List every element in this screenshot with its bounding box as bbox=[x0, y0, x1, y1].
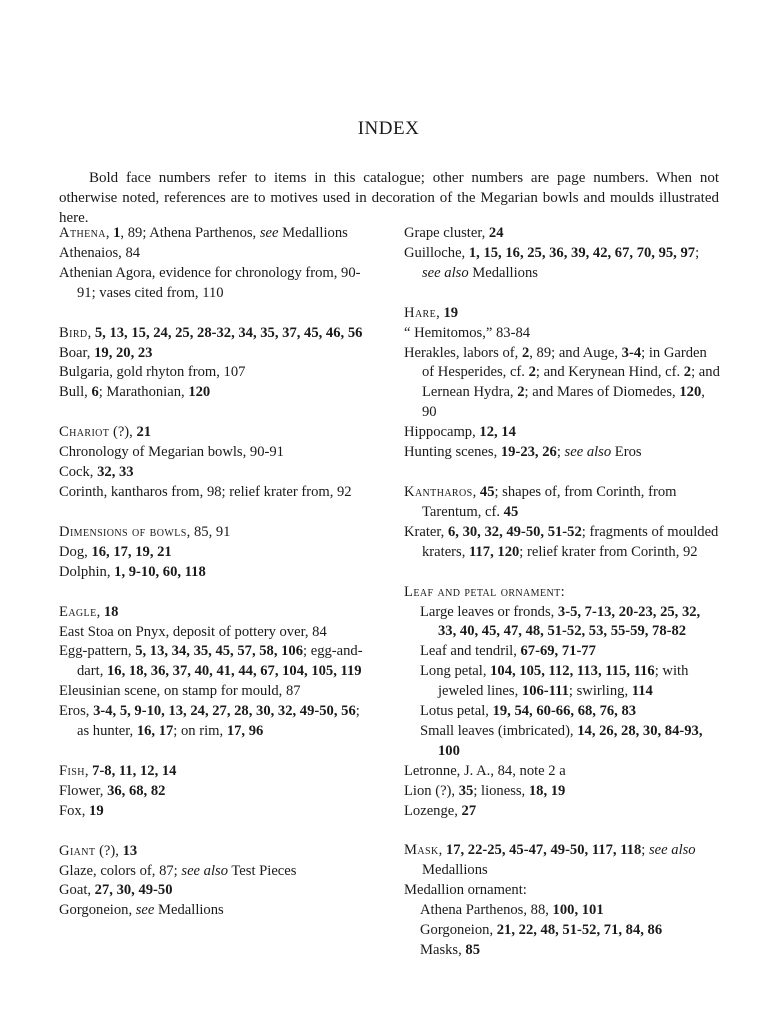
entry-text: Hippocamp, bbox=[404, 424, 480, 441]
entry-text: , bbox=[87, 324, 95, 341]
catalogue-number: 36, 68, 82 bbox=[107, 782, 166, 799]
entry-text: , bbox=[472, 483, 480, 500]
entry-text: ; and Lernean Hydra, bbox=[422, 364, 720, 401]
catalogue-number: 16, 17 bbox=[136, 723, 174, 740]
entry-text: Medallions bbox=[468, 264, 538, 281]
entry-text: (?), bbox=[109, 424, 137, 441]
entry-text: ; swirling, bbox=[568, 683, 632, 700]
entry-text: , 90 bbox=[422, 384, 705, 421]
index-entry bbox=[404, 802, 720, 822]
index-entry bbox=[404, 304, 720, 324]
catalogue-number: 32, 33 bbox=[97, 464, 134, 481]
entry-text: ; and Mares of Diomedes, bbox=[524, 384, 680, 401]
entry-text: ; in Garden of Hesperides, cf. bbox=[422, 344, 707, 381]
catalogue-number: 5, 13, 34, 35, 45, 57, 58, 106 bbox=[135, 643, 304, 660]
catalogue-number: 19, 20, 23 bbox=[94, 344, 153, 361]
entry-text: Fox, bbox=[59, 802, 90, 819]
catalogue-number: 2 bbox=[528, 364, 536, 381]
entry-heading: Leaf and petal ornament bbox=[404, 583, 561, 600]
section-gap bbox=[404, 563, 720, 583]
entry-text: Leaf and tendril, bbox=[420, 643, 521, 660]
entry-text: ; relief krater from Corinth, 92 bbox=[519, 543, 698, 560]
index-subentry bbox=[404, 722, 720, 762]
catalogue-number: 3-4, 5, 9-10, 13, 24, 27, 28, 30, 32, 49-50, 56 bbox=[93, 703, 356, 720]
catalogue-number: 104, 105, 112, 113, 115, 116 bbox=[490, 663, 655, 680]
page-title: INDEX bbox=[357, 118, 420, 139]
catalogue-number: 19 bbox=[443, 304, 459, 321]
catalogue-number: 19 bbox=[89, 802, 104, 819]
index-entry bbox=[59, 483, 371, 503]
entry-text: Lozenge, bbox=[404, 802, 462, 819]
entry-text: , bbox=[84, 762, 93, 779]
entry-text: Bull, bbox=[59, 384, 92, 401]
entry-text: Dog, bbox=[59, 543, 92, 560]
entry-text: , 89; and Auge, bbox=[529, 344, 622, 361]
index-column-right bbox=[404, 224, 720, 961]
index-subentry bbox=[404, 921, 720, 941]
index-entry bbox=[404, 523, 720, 563]
index-entry bbox=[59, 543, 371, 563]
catalogue-number: 2 bbox=[521, 344, 530, 361]
index-entry bbox=[59, 842, 371, 862]
section-gap bbox=[59, 503, 371, 523]
cross-reference: see also bbox=[564, 444, 612, 461]
catalogue-number: 19-23, 26 bbox=[500, 444, 557, 461]
catalogue-number: 16, 18, 36, 37, 40, 41, 44, 67, 104, 105, 119 bbox=[107, 663, 362, 680]
section-gap bbox=[404, 821, 720, 841]
intro-paragraph: Bold face numbers refer to items in this catalogue; other numbers are page numbers. When not otherwise noted, references are to motives used in decoration of the Megarian bowls and moulds illustrated here. bbox=[59, 170, 719, 226]
index-entry bbox=[404, 782, 720, 802]
section-gap bbox=[404, 463, 720, 483]
index-entry bbox=[59, 762, 371, 782]
entry-text: Lion (?), bbox=[404, 782, 459, 799]
index-subentry bbox=[404, 603, 720, 643]
index-entry bbox=[59, 702, 371, 742]
entry-text: Lotus petal, bbox=[420, 703, 493, 720]
entry-text: Test Pieces bbox=[228, 862, 297, 879]
index-entry bbox=[404, 443, 720, 463]
entry-text: ; as hunter, bbox=[77, 703, 360, 740]
catalogue-number: 21 bbox=[136, 424, 152, 441]
catalogue-number: 16, 17, 19, 21 bbox=[91, 543, 172, 560]
entry-text: Cock, bbox=[59, 464, 98, 481]
section-gap bbox=[59, 304, 371, 324]
entry-heading: Dimensions of bowls bbox=[59, 523, 187, 540]
section-gap bbox=[404, 284, 720, 304]
index-entry bbox=[404, 244, 720, 284]
entry-heading: Mask bbox=[404, 842, 439, 859]
entry-text: Herakles, labors of, bbox=[404, 344, 522, 361]
catalogue-number: 1, 9-10, 60, 118 bbox=[114, 563, 206, 580]
catalogue-number: 5, 13, 15, 24, 25, 28-32, 34, 35, 37, 45, 46, 56 bbox=[94, 324, 363, 341]
entry-heading: Hare bbox=[404, 304, 437, 321]
index-entry bbox=[59, 264, 371, 304]
catalogue-number: 12, 14 bbox=[479, 424, 516, 441]
entry-text: Medallions bbox=[154, 902, 224, 919]
index-entry bbox=[404, 324, 720, 344]
catalogue-number: 13 bbox=[122, 842, 138, 859]
catalogue-number: 3-5, 7-13, 20-23, 25, 32, 33, 40, 45, 47, 48, 51-52, 53, 55-59, 78-82 bbox=[438, 603, 701, 640]
catalogue-number: 120 bbox=[188, 384, 211, 401]
entry-heading: Giant bbox=[59, 842, 96, 859]
index-entry bbox=[404, 224, 720, 244]
index-entry bbox=[59, 463, 371, 483]
catalogue-number: 6, 30, 32, 49-50, 51-52 bbox=[447, 523, 582, 540]
entry-text: (?), bbox=[95, 842, 123, 859]
entry-text: Athenian Agora, evidence for chronology from, 90-91; vases cited from, 110 bbox=[59, 264, 361, 301]
catalogue-number: 27, 30, 49-50 bbox=[94, 882, 173, 899]
catalogue-number: 3-4 bbox=[621, 344, 642, 361]
catalogue-number: 2 bbox=[683, 364, 692, 381]
entry-heading: Bird bbox=[59, 324, 88, 341]
cross-reference: see also bbox=[422, 264, 469, 281]
entry-text: ; bbox=[695, 244, 700, 261]
index-entry bbox=[59, 642, 371, 682]
catalogue-number: 100, 101 bbox=[552, 902, 604, 919]
catalogue-number: 7-8, 11, 12, 14 bbox=[92, 762, 177, 779]
entry-text: Masks, bbox=[420, 942, 466, 958]
index-entry bbox=[59, 363, 371, 383]
index-entry bbox=[59, 383, 371, 403]
catalogue-number: 1 bbox=[113, 225, 121, 241]
entry-text: : bbox=[560, 583, 565, 600]
index-entry bbox=[59, 782, 371, 802]
index-entry bbox=[59, 802, 371, 822]
index-entry bbox=[59, 443, 371, 463]
entry-text: ; and Kerynean Hind, cf. bbox=[535, 364, 684, 381]
catalogue-number: 18 bbox=[103, 603, 119, 620]
entry-text: Gorgoneion, bbox=[420, 922, 497, 939]
entry-text: , bbox=[96, 603, 104, 620]
index-column-left bbox=[59, 224, 371, 921]
entry-text: Large leaves or fronds, bbox=[420, 603, 558, 620]
catalogue-number: 6 bbox=[91, 384, 99, 401]
entry-text: Chronology of Megarian bowls, 90-91 bbox=[59, 444, 284, 461]
catalogue-number: 85 bbox=[465, 942, 480, 958]
catalogue-number: 67-69, 71-77 bbox=[520, 643, 596, 660]
catalogue-number: 27 bbox=[461, 802, 477, 819]
entry-text: Goat, bbox=[59, 882, 95, 899]
catalogue-number: 17, 22-25, 45-47, 49-50, 117, 118 bbox=[445, 842, 642, 859]
entry-text: Athena Parthenos, 88, bbox=[420, 902, 553, 919]
entry-text: Medallions bbox=[422, 862, 488, 879]
entry-text: Krater, bbox=[404, 523, 448, 540]
entry-text: “ Hemitomos,” 83-84 bbox=[404, 324, 531, 341]
section-gap bbox=[59, 742, 371, 762]
catalogue-number: 1, 15, 16, 25, 36, 39, 42, 67, 70, 95, 97 bbox=[468, 244, 696, 261]
entry-heading: Chariot bbox=[59, 424, 110, 441]
entry-text: Corinth, kantharos from, 98; relief krater from, 92 bbox=[59, 483, 352, 500]
entry-text: , 89; Athena Parthenos, bbox=[120, 225, 260, 241]
entry-text: , bbox=[436, 304, 444, 321]
entry-text: ; fragments of moulded kraters, bbox=[422, 523, 719, 560]
index-subentry bbox=[404, 941, 720, 961]
entry-text: Dolphin, bbox=[59, 563, 115, 580]
entry-text: , bbox=[438, 842, 446, 859]
entry-text: Medallion ornament: bbox=[404, 882, 527, 899]
entry-text: Athenaios, 84 bbox=[59, 244, 141, 261]
index-entry bbox=[59, 862, 371, 882]
entry-text: Letronne, J. A., 84, note 2 a bbox=[404, 762, 566, 779]
entry-text: ; lioness, bbox=[473, 782, 529, 799]
cross-reference: see bbox=[135, 902, 155, 919]
entry-text: Eros, bbox=[59, 703, 94, 720]
catalogue-number: 106-111 bbox=[521, 683, 569, 700]
entry-text: Small leaves (imbricated), bbox=[420, 722, 578, 739]
entry-text: Egg-pattern, bbox=[59, 643, 136, 660]
entry-text: Grape cluster, bbox=[404, 225, 489, 241]
index-entry bbox=[59, 344, 371, 364]
entry-text: ; on rim, bbox=[173, 723, 227, 740]
index-entry bbox=[404, 841, 720, 881]
entry-text: ; with jeweled lines, bbox=[438, 663, 689, 700]
index-subentry bbox=[404, 702, 720, 722]
index-entry bbox=[59, 224, 371, 244]
cross-reference: see also bbox=[648, 842, 696, 859]
entry-text: Hunting scenes, bbox=[404, 444, 501, 461]
index-entry bbox=[59, 523, 371, 543]
catalogue-number: 45 bbox=[479, 483, 495, 500]
index-entry bbox=[59, 682, 371, 702]
entry-heading: Kantharos bbox=[404, 483, 473, 500]
catalogue-number: 24 bbox=[488, 225, 504, 241]
entry-text: Long petal, bbox=[420, 663, 491, 680]
entry-text: East Stoa on Pnyx, deposit of pottery over, 84 bbox=[59, 623, 327, 640]
entry-text: ; egg-and-dart, bbox=[77, 643, 363, 680]
catalogue-number: 35 bbox=[458, 782, 474, 799]
entry-text: Flower, bbox=[59, 782, 108, 799]
entry-text: Boar, bbox=[59, 344, 95, 361]
entry-text: , 85, 91 bbox=[186, 523, 231, 540]
entry-text: ; bbox=[641, 842, 649, 859]
catalogue-number: 117, 120 bbox=[469, 543, 520, 560]
entry-text: ; bbox=[556, 444, 565, 461]
section-gap bbox=[59, 403, 371, 423]
catalogue-number: 114 bbox=[631, 683, 653, 700]
index-entry bbox=[404, 483, 720, 523]
index-entry bbox=[59, 423, 371, 443]
index-entry bbox=[59, 563, 371, 583]
cross-reference: see bbox=[259, 225, 279, 241]
catalogue-number: 19, 54, 60-66, 68, 76, 83 bbox=[492, 703, 637, 720]
entry-text: ; Marathonian, bbox=[98, 384, 189, 401]
entry-text: Bulgaria, gold rhyton from, 107 bbox=[59, 364, 246, 381]
catalogue-number: 17, 96 bbox=[226, 723, 264, 740]
index-entry bbox=[59, 603, 371, 623]
index-entry bbox=[404, 583, 720, 603]
index-entry bbox=[404, 344, 720, 424]
index-entry bbox=[59, 324, 371, 344]
entry-text: Glaze, colors of, 87; bbox=[59, 862, 182, 879]
index-entry bbox=[59, 901, 371, 921]
entry-heading: Fish bbox=[59, 762, 85, 779]
catalogue-number: 45 bbox=[503, 503, 519, 520]
catalogue-number: 2 bbox=[517, 384, 525, 401]
cross-reference: see also bbox=[181, 862, 229, 879]
section-gap bbox=[59, 583, 371, 603]
catalogue-number: 18, 19 bbox=[528, 782, 566, 799]
section-gap bbox=[59, 822, 371, 842]
entry-text: ; shapes of, from Corinth, from Tarentum, cf. bbox=[422, 483, 677, 520]
entry-text: Guilloche, bbox=[404, 244, 469, 261]
index-entry bbox=[404, 762, 720, 782]
entry-text: Eros bbox=[611, 444, 642, 461]
index-entry bbox=[404, 881, 720, 901]
index-subentry bbox=[404, 901, 720, 921]
entry-heading: Athena bbox=[59, 225, 106, 241]
index-entry bbox=[59, 623, 371, 643]
index-entry bbox=[404, 423, 720, 443]
catalogue-number: 21, 22, 48, 51-52, 71, 84, 86 bbox=[496, 922, 663, 939]
index-entry bbox=[59, 244, 371, 264]
entry-heading: Eagle bbox=[59, 603, 97, 620]
index-entry bbox=[59, 881, 371, 901]
entry-text: Eleusinian scene, on stamp for mould, 87 bbox=[59, 683, 301, 700]
catalogue-number: 120 bbox=[679, 384, 702, 401]
entry-text: Gorgoneion, bbox=[59, 902, 136, 919]
catalogue-number: 14, 26, 28, 30, 84-93, 100 bbox=[438, 722, 703, 759]
entry-text: , bbox=[105, 225, 114, 241]
index-subentry bbox=[404, 662, 720, 702]
index-subentry bbox=[404, 642, 720, 662]
entry-text: Medallions bbox=[278, 225, 348, 241]
